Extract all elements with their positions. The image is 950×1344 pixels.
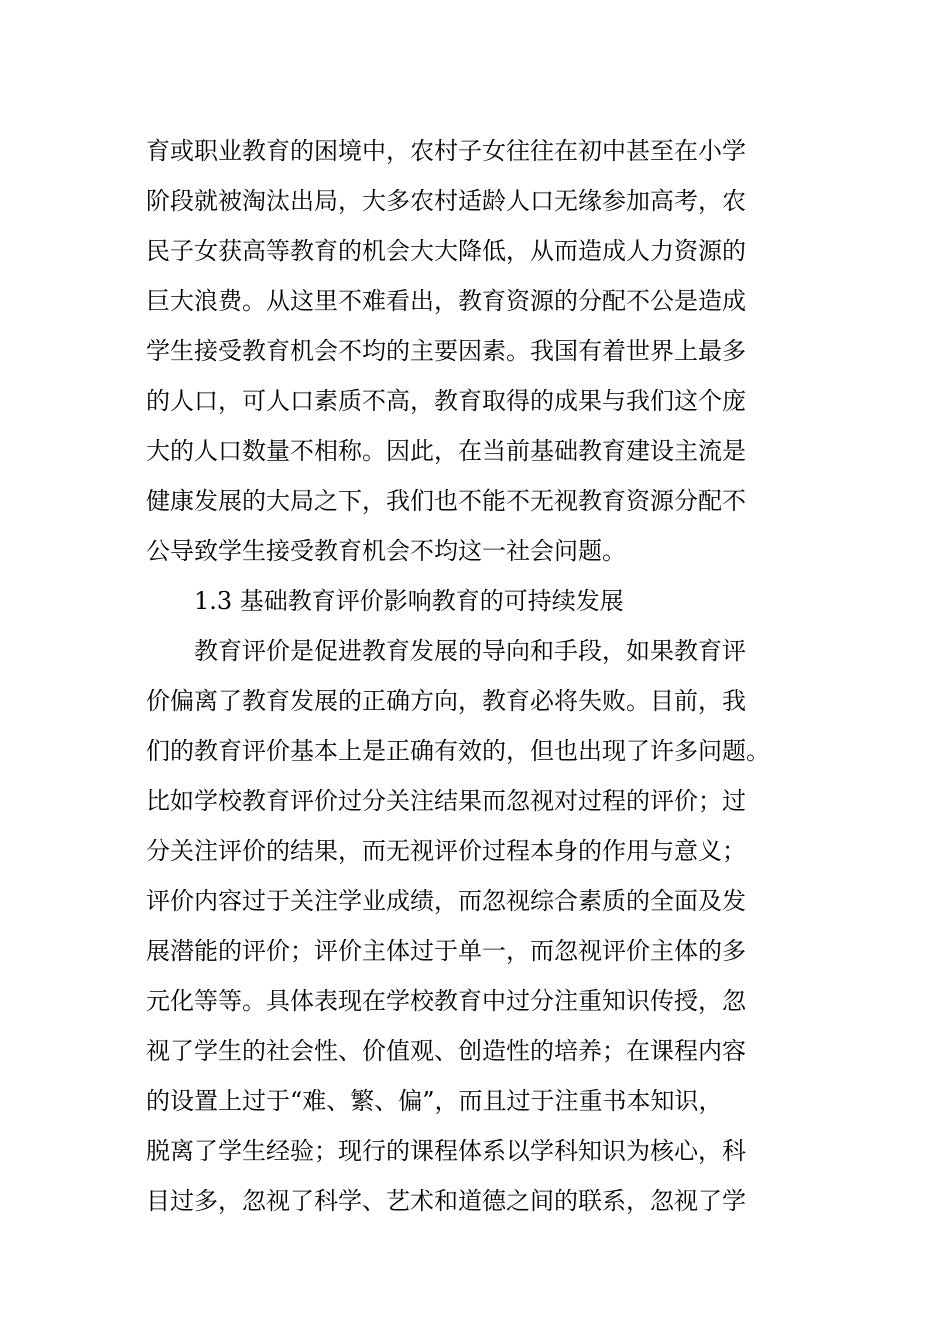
text-line: 育或职业教育的困境中，农村子女往往在初中甚至在小学 [146, 137, 746, 165]
text-line: 学生接受教育机会不均的主要因素。我国有着世界上最多 [146, 337, 746, 365]
text-line: 评价内容过于关注学业成绩，而忽视综合素质的全面及发 [146, 887, 746, 915]
text-line: 健康发展的大局之下，我们也不能不无视教育资源分配不 [146, 487, 746, 515]
text-line: 元化等等。具体表现在学校教育中过分注重知识传授，忽 [146, 987, 746, 1015]
text-line: 公导致学生接受教育机会不均这一社会问题。 [146, 537, 626, 565]
text-line: 分关注评价的结果，而无视评价过程本身的作用与意义； [146, 837, 746, 865]
section-heading: 1.3 基础教育评价影响教育的可持续发展 [194, 587, 624, 615]
text-line: 展潜能的评价；评价主体过于单一，而忽视评价主体的多 [146, 937, 746, 965]
body-text [146, 126, 816, 1226]
text-line: 的人口，可人口素质不高，教育取得的成果与我们这个庞 [146, 387, 746, 415]
text-line: 视了学生的社会性、价值观、创造性的培养；在课程内容 [146, 1037, 746, 1065]
text-line: 阶段就被淘汰出局，大多农村适龄人口无缘参加高考，农 [146, 187, 746, 215]
text-line: 民子女获高等教育的机会大大降低，从而造成人力资源的 [146, 237, 746, 265]
paragraph-first-line: 教育评价是促进教育发展的导向和手段，如果教育评 [194, 637, 746, 665]
text-line: 巨大浪费。从这里不难看出，教育资源的分配不公是造成 [146, 287, 746, 315]
text-line: 比如学校教育评价过分关注结果而忽视对过程的评价；过 [146, 787, 746, 815]
text-line: 们的教育评价基本上是正确有效的，但也出现了许多问题。 [146, 737, 770, 765]
text-line: 价偏离了教育发展的正确方向，教育必将失败。目前，我 [146, 687, 746, 715]
text-line: 大的人口数量不相称。因此，在当前基础教育建设主流是 [146, 437, 746, 465]
text-line: 目过多，忽视了科学、艺术和道德之间的联系，忽视了学 [146, 1187, 746, 1215]
text-line: 的设置上过于“难、繁、偏”，而且过于注重书本知识， [146, 1087, 723, 1115]
text-line: 脱离了学生经验；现行的课程体系以学科知识为核心，科 [146, 1137, 746, 1165]
